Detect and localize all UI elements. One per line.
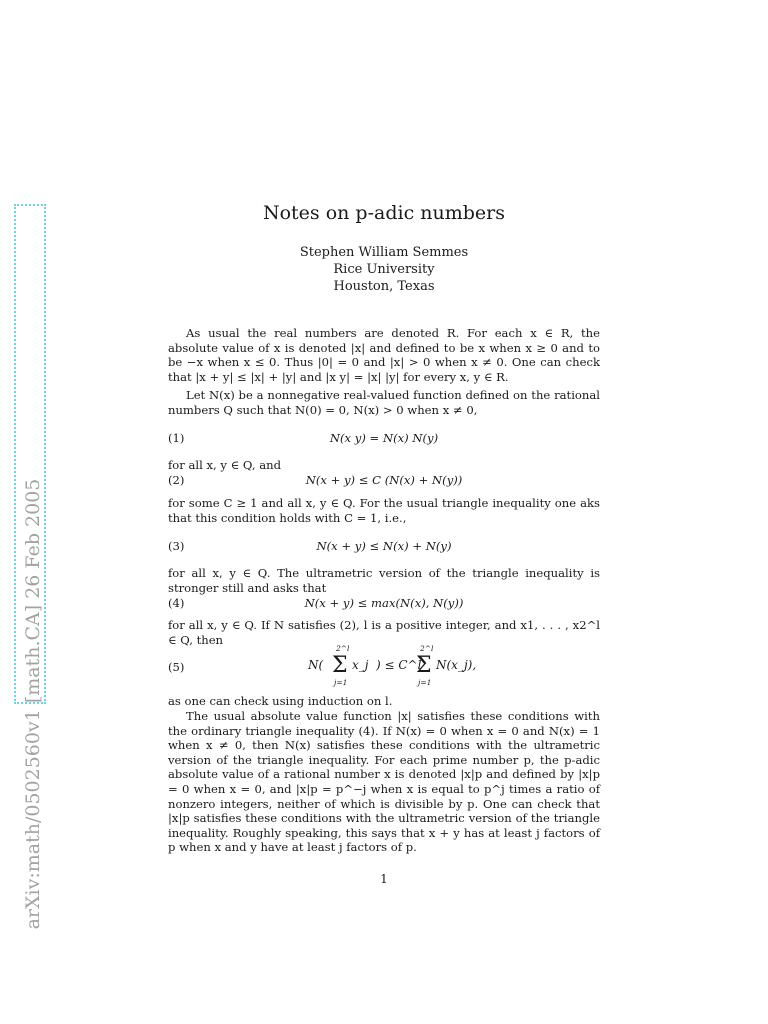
- sum-term: x_j: [352, 658, 369, 672]
- equation-body: [308, 644, 508, 688]
- paragraph-define-n: Let N(x) be a nonnegative real-valued function defined on the rational numbers Q such that N(0) = 0, N(x) > 0 when x ≠ 0,: [168, 388, 600, 417]
- author-affiliation: Rice University: [333, 262, 435, 277]
- equation-body: N(x + y) ≤ N(x) + N(y): [316, 539, 452, 553]
- author-location: Houston, Texas: [333, 279, 435, 294]
- equation-number: (1): [168, 431, 185, 445]
- equation-number: (3): [168, 539, 185, 553]
- page-number: 1: [380, 872, 388, 886]
- equation-3: [168, 539, 600, 555]
- sigma-icon: Σ: [416, 653, 432, 678]
- sum2-term: N(x_j),: [436, 658, 477, 672]
- arxiv-stamp: arXiv:math/0502560v1 [math.CA] 26 Feb 2005: [22, 478, 44, 930]
- equation-4: [168, 596, 600, 612]
- sum2-upper-limit: 2^l: [420, 644, 434, 653]
- equation-number: (4): [168, 596, 185, 610]
- equation-2: [168, 473, 600, 489]
- paragraph-triangle: for some C ≥ 1 and all x, y ∈ Q. For the usual triangle inequality one aks that this condition holds with C = 1, i.e.,: [168, 496, 600, 525]
- equation-1: [168, 431, 600, 447]
- equation-body: N(x + y) ≤ max(N(x), N(y)): [304, 596, 464, 610]
- equation-number: (5): [168, 660, 185, 674]
- author-block: [168, 244, 600, 295]
- equation-number: (2): [168, 473, 185, 487]
- paragraph-satisfies: for all x, y ∈ Q. If N satisfies (2), l is a positive integer, and x1, . . . , x2^l ∈ Q, then: [168, 618, 600, 647]
- sum-lower-limit: j=1: [334, 678, 348, 687]
- paragraph-ultrametric: for all x, y ∈ Q. The ultrametric version of the triangle inequality is stronger still and asks that: [168, 566, 600, 595]
- paragraph-intro: As usual the real numbers are denoted R. For each x ∈ R, the absolute value of x is denoted |x| and defined to be x when x ≥ 0 and to be −x when x ≤ 0. Thus |0| = 0 and |x| > 0 when x ≠ 0. One can check that |x + y| ≤ |x| + |y| and |x y| = |x| |y| for every x, y ∈ R.: [168, 326, 600, 384]
- sigma-icon: Σ: [332, 653, 348, 678]
- paper-title: Notes on p-adic numbers: [262, 202, 505, 224]
- paragraph-for-all-1: for all x, y ∈ Q, and: [168, 458, 282, 472]
- equation-body: N(x y) = N(x) N(y): [329, 431, 439, 445]
- sum-upper-limit: 2^l: [336, 644, 350, 653]
- sum2-lower-limit: j=1: [418, 678, 432, 687]
- sum-right: ) ≤ C^l: [376, 658, 422, 672]
- sum-left: N(: [308, 658, 324, 672]
- author-name: Stephen William Semmes: [299, 245, 469, 260]
- paragraph-padic: The usual absolute value function |x| satisfies these conditions with the ordinary triangle inequality (4). If N(x) = 0 when x = 0 and N(x) = 1 when x ≠ 0, then N(x) satisfies these conditions with the ultrametric version of the triangle inequality. For each prime number p, the p-adic absolute value of a rational number x is denoted |x|p and defined by |x|p = 0 when x = 0, and |x|p = p^−j when x is equal to p^j times a ratio of nonzero integers, neither of which is divisible by p. One can check that |x|p satisfies these conditions with the ultrametric version of the triangle inequality. Roughly speaking, this says that x + y has at least j factors of p when x and y have at least j factors of p.: [168, 709, 600, 855]
- paragraph-induction: as one can check using induction on l.: [168, 694, 393, 708]
- equation-body: N(x + y) ≤ C (N(x) + N(y)): [305, 473, 463, 487]
- equation-5: [168, 644, 600, 688]
